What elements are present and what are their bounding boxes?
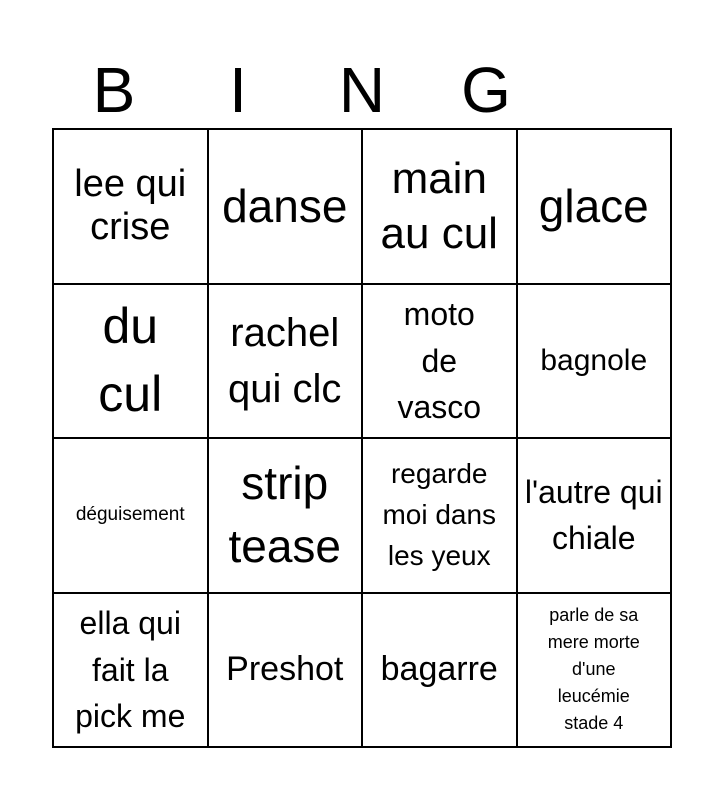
header-letter-i: I [229,54,247,126]
cell-label: déguisement [75,503,185,525]
bingo-cell-15[interactable] [362,593,517,748]
header-letter-n: N [338,54,386,126]
cell-label: bagarre [380,650,498,689]
bingo-cell-3[interactable] [362,129,517,284]
cell-label: du cul [98,298,163,422]
bingo-board [52,128,672,748]
cell-label: main au cul [380,154,498,259]
cell-label: Preshot [226,650,344,689]
cell-label: rachel qui clc [228,310,342,411]
bingo-cell-13[interactable] [53,593,208,748]
cell-label: regarde moi dans les yeux [382,458,497,571]
bingo-cell-11[interactable] [362,438,517,593]
bingo-cell-16[interactable] [517,593,672,748]
cell-label: strip tease [228,456,342,573]
bingo-cell-9[interactable] [53,438,208,593]
cell-label: parle de sa mere morte d'une leucémie stade 4 [547,605,640,734]
bingo-cell-4[interactable] [517,129,672,284]
cell-label: moto de vasco [397,296,482,425]
bingo-cell-7[interactable] [362,284,517,439]
bingo-cell-2[interactable] [208,129,363,284]
cell-label: glace [538,179,649,232]
bingo-cell-8[interactable] [517,284,672,439]
bingo-cell-10[interactable] [208,438,363,593]
bingo-cell-6[interactable] [208,284,363,439]
cell-label: l'autre qui chiale [524,473,663,557]
header-letter-g: G [461,54,511,126]
header-letter-b: B [92,54,136,126]
bingo-cell-1[interactable] [53,129,208,284]
bingo-header [52,52,672,128]
cell-label: lee qui crise [74,162,187,249]
bingo-cell-12[interactable] [517,438,672,593]
cell-label: danse [222,179,348,232]
cell-label: bagnole [540,343,648,377]
cell-label: ella qui fait la pick me [75,605,186,734]
bingo-cell-14[interactable] [208,593,363,748]
bingo-cell-5[interactable] [53,284,208,439]
